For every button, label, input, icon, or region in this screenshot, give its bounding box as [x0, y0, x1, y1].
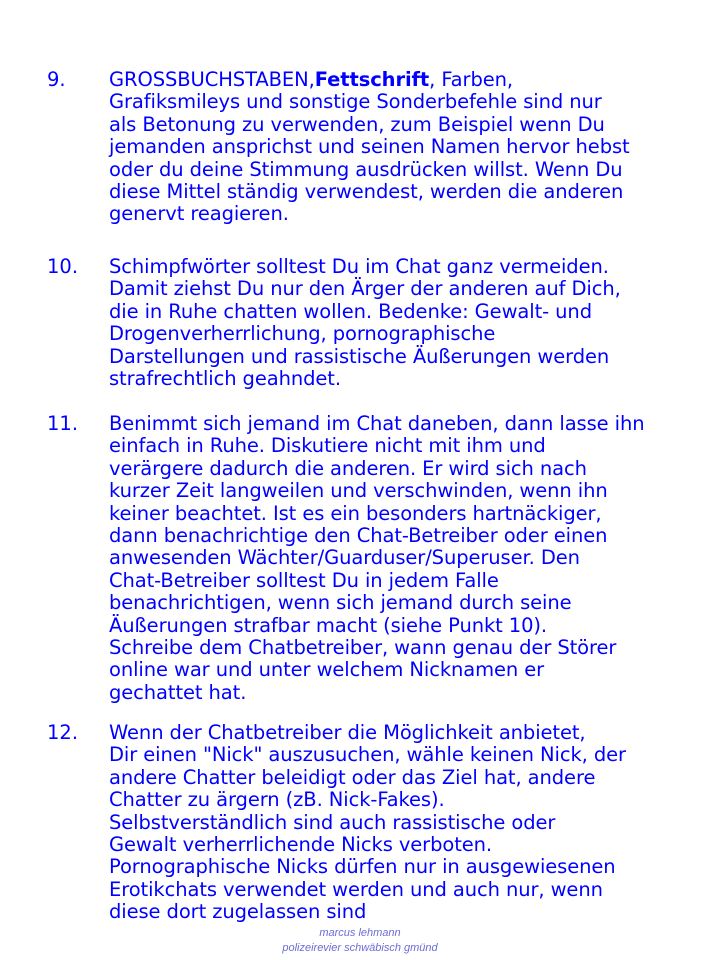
- item-line: die in Ruhe chatten wollen. Bedenke: Gewalt- und: [109, 299, 592, 323]
- list-item-9: [47, 69, 707, 226]
- item-number: 12.: [47, 721, 79, 744]
- item-line: diese dort zugelassen sind: [109, 900, 367, 924]
- item-line: online war und unter welchem Nicknamen er: [109, 658, 545, 682]
- item-number: 10.: [47, 255, 79, 278]
- item-line: keiner beachtet. Ist es ein besonders hartnäckiger,: [109, 501, 602, 525]
- item-line: gechattet hat.: [109, 680, 247, 704]
- item-number: 9.: [47, 68, 66, 91]
- item-line: anwesenden Wächter/Guarduser/Superuser. Den: [109, 546, 580, 570]
- footer-author: marcus lehmann: [319, 927, 401, 939]
- item-line: Chatter zu ärgern (zB. Nick-Fakes).: [109, 788, 445, 812]
- item-line: Selbstverständlich sind auch rassistische oder: [109, 810, 556, 834]
- item-line: Gewalt verherrlichende Nicks verboten.: [109, 833, 493, 857]
- item-line: strafrechtlich geahndet.: [109, 367, 341, 391]
- item-line: verärgere dadurch die anderen. Er wird sich nach: [109, 456, 587, 480]
- footer-department: polizeirevier schwäbisch gmünd: [282, 942, 438, 954]
- item-line: Schreibe dem Chatbetreiber, wann genau der Störer: [109, 636, 617, 660]
- item-text: [109, 69, 707, 226]
- item-line: Äußerungen strafbar macht (siehe Punkt 10).: [109, 613, 548, 637]
- item-line: Pornographische Nicks dürfen nur in ausgewiesenen: [109, 855, 616, 879]
- item-line: oder du deine Stimmung ausdrücken willst. Wenn Du: [109, 157, 623, 181]
- text-bold: Fettschrift: [314, 68, 430, 91]
- item-line: Benimmt sich jemand im Chat daneben, dann lasse ihn: [109, 412, 645, 435]
- list-item-10: [47, 256, 707, 390]
- item-line: als Betonung zu verwenden, zum Beispiel wenn Du: [109, 112, 605, 136]
- item-line: kurzer Zeit langweilen und verschwinden, wenn ihn: [109, 479, 608, 503]
- list-item-11: [47, 413, 707, 704]
- item-line: Wenn der Chatbetreiber die Möglichkeit anbietet,: [109, 721, 586, 744]
- item-number: 11.: [47, 412, 79, 435]
- item-line: Darstellungen und rassistische Äußerungen werden: [109, 344, 610, 368]
- item-text: [109, 722, 707, 924]
- list-item-12: [47, 722, 707, 924]
- item-line: Dir einen "Nick" auszusuchen, wähle keinen Nick, der: [109, 743, 626, 767]
- item-line: Erotikchats verwendet werden und auch nur, wenn: [109, 877, 603, 901]
- text-rest: , Farben,: [429, 68, 513, 91]
- item-line: dann benachrichtige den Chat-Betreiber oder einen: [109, 524, 608, 548]
- item-line: Drogenverherrlichung, pornographische: [109, 322, 496, 346]
- item-line: Chat-Betreiber solltest Du in jedem Falle: [109, 568, 499, 592]
- item-text: [109, 256, 707, 390]
- item-line: benachrichtigen, wenn sich jemand durch seine: [109, 591, 572, 615]
- item-line: diese Mittel ständig verwendest, werden die anderen: [109, 180, 624, 204]
- item-line: einfach in Ruhe. Diskutiere nicht mit ihm und: [109, 434, 546, 458]
- item-line: genervt reagieren.: [109, 202, 289, 226]
- item-line: andere Chatter beleidigt oder das Ziel hat, andere: [109, 765, 596, 789]
- item-line: jemanden ansprichst und seinen Namen hervor hebst: [109, 135, 630, 159]
- item-line: Grafiksmileys und sonstige Sonderbefehle sind nur: [109, 90, 602, 114]
- item-text: [109, 413, 707, 704]
- item-line: Schimpfwörter solltest Du im Chat ganz vermeiden.: [109, 255, 609, 278]
- text-uppercase: GROSSBUCHSTABEN,: [109, 68, 315, 91]
- item-line: Damit ziehst Du nur den Ärger der anderen auf Dich,: [109, 277, 621, 301]
- item-line: [109, 69, 707, 91]
